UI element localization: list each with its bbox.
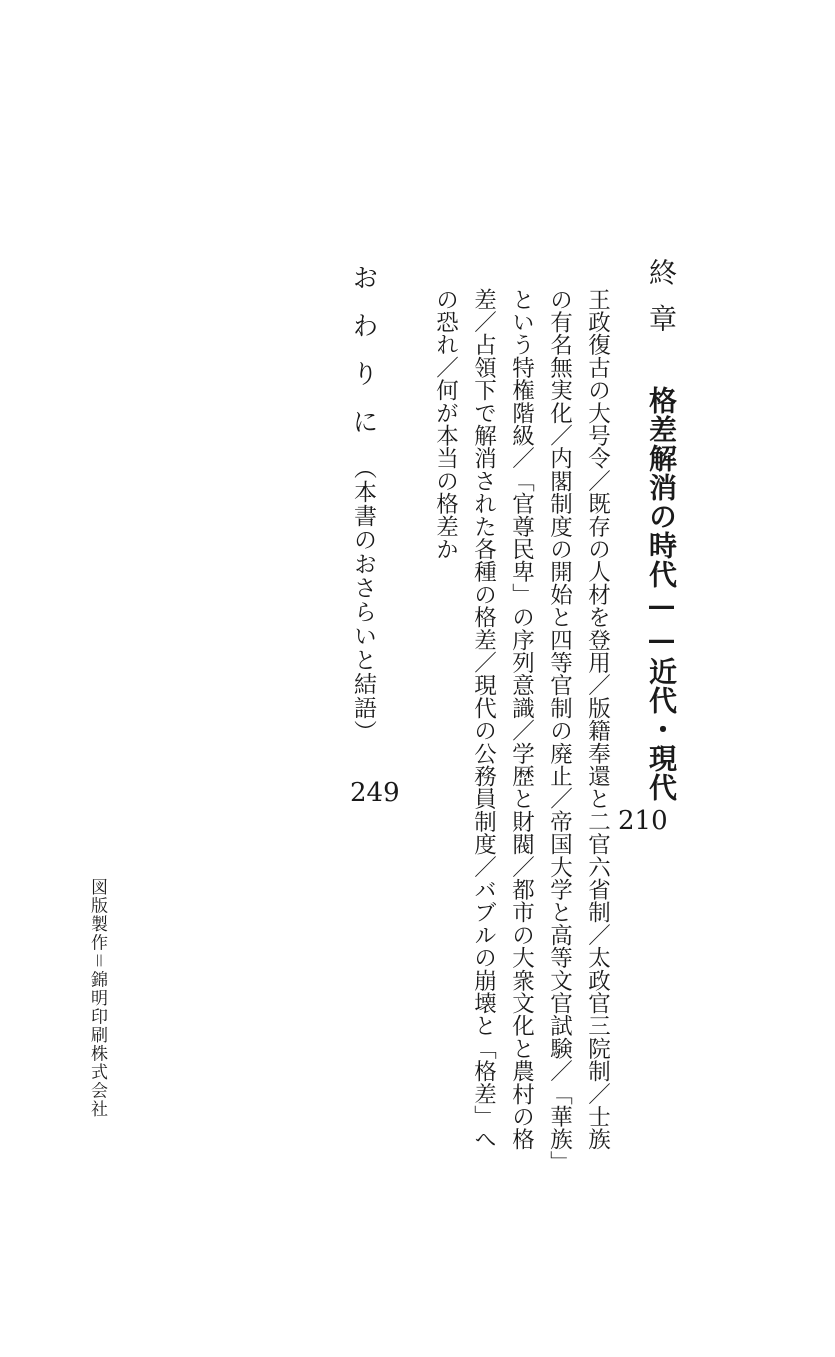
chapter-title: 格差解消の時代——近代・現代 bbox=[645, 386, 678, 802]
chapter-label: 終章 bbox=[645, 258, 678, 350]
afterword-heading bbox=[350, 264, 376, 744]
chapter-subtitle-line: の恐れ／何が本当の格差か bbox=[432, 288, 459, 561]
chapter-subtitle-line: 差／占領下で解消された各種の格差／現代の公務員制度／バブルの崩壊と「格差」へ bbox=[470, 288, 497, 1151]
afterword-subtitle: （本書のおさらいと結語） bbox=[350, 456, 376, 744]
chapter-subtitle-line: 王政復古の大号令／既存の人材を登用／版籍奉還と二官六省制／太政官三院制／士族 bbox=[584, 288, 611, 1151]
chapter-subtitle-line: の有名無実化／内閣制度の開始と四等官制の廃止／帝国大学と高等文官試験／「華族」 bbox=[546, 288, 573, 1174]
afterword-page-number: 249 bbox=[350, 778, 400, 808]
chapter-subtitle-line: という特権階級／「官尊民卑」の序列意識／学歴と財閥／都市の大衆文化と農村の格 bbox=[508, 288, 535, 1151]
chapter-page-number: 210 bbox=[618, 806, 668, 836]
illustration-credit: 図版製作＝錦明印刷株式会社 bbox=[87, 878, 107, 1119]
afterword-title: おわりに bbox=[348, 264, 378, 456]
chapter-heading bbox=[645, 258, 678, 802]
